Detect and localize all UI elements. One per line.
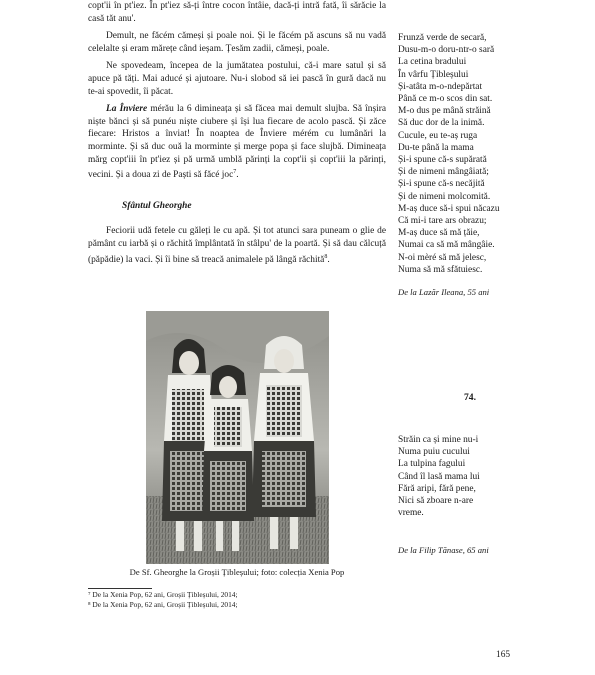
poem-1-line: N-oi mèré să mă jelesc, [398, 252, 487, 263]
photo-caption: De Sf. Gheorghe la Groșii Țibleșului; foto: colecția Xenia Pop [129, 567, 345, 577]
poem-2-line: Când îl lasă mama lui [398, 471, 480, 482]
poem-2-number: 74. [464, 392, 476, 403]
poem-1 [398, 32, 558, 298]
paragraph-5-body: Feciorii udă fetele cu găleți le cu apă. Și tot atunci sara puneam o glie de pământ cu iarbă și o răchită împlântată în stâlpu' de la poartă. Și să dau călcuță (păpădie) la vaci. Și îi bine să treacă animalele pă lângă răchită [88, 226, 386, 265]
poem-2-line: La tulpina fagului [398, 459, 466, 470]
poem-1-line: Du-te până la mama [398, 142, 474, 153]
poem-2-line: Străin ca și mine nu-i [398, 435, 479, 445]
paragraph-1: copt'ii în pt'iez. În pt'iez să-ți între cocon întâie, dacă-ți intră fată, îi sărăcie la casă tăt anu'. [88, 1, 386, 24]
photo-three-girls [146, 311, 329, 564]
main-text-column [88, 0, 386, 266]
poem-1-line: Dusu-m-o doru-ntr-o sară [398, 45, 495, 56]
poem-1-line: Și-i spune că-s necăjită [398, 179, 485, 190]
poem-1-line: La cetina bradului [398, 57, 467, 68]
poem-2-attribution: De la Filip Tănase, 65 ani [398, 545, 489, 555]
poem-1-line: Frunză verde de secară, [398, 33, 487, 43]
poem-1-line: M-aș duce să-i spui năcazu [398, 203, 500, 214]
poem-2-line: Numa puiu cucului [398, 447, 470, 458]
paragraph-4 [88, 103, 386, 182]
poem-1-line: Și-atâta m-o-ndepărtat [398, 81, 483, 92]
paragraph-4-lead: La Înviere [106, 104, 148, 115]
paragraph-5 [88, 225, 386, 266]
poem-1-line: Cucule, eu te-aș ruga [398, 130, 478, 141]
poem-1-attribution: De la Lazăr Ileana, 55 ani [398, 287, 490, 298]
footnote-ref-8[interactable]: 8 [324, 253, 328, 260]
poem-1-line: Până ce m-o scos din sat. [398, 94, 493, 105]
poem-1-line: Numa să mă sfătuiesc. [398, 264, 483, 275]
poem-1-line: Și-i spune că-s supărată [398, 155, 487, 166]
poem-1-line: M-aș duce să mă țăie, [398, 228, 480, 239]
poem-1-line: În vârfu Țibleșului [398, 69, 469, 80]
footnote-7: ⁷ De la Xenia Pop, 62 ani, Groșii Țibleșului, 2014; [88, 590, 238, 599]
footnote-divider [88, 588, 152, 589]
poem-1-line: Numai ca să mă mângâie. [398, 240, 495, 251]
footnote-ref-7[interactable]: 7 [233, 169, 237, 176]
poem-1-line: Că mi-i tare ars obrazu; [398, 216, 487, 227]
paragraph-4-end: . [236, 170, 239, 181]
paragraph-3: Ne spovedeam, începea de la jumătatea postului, că-i mare satul și să apuce pă tăți. Mai aducé și ajutoare. Nu-i slobod să iei pască în gură dacă nu te-ai spovedit, îi păcat. [88, 61, 386, 97]
paragraph-4-body: mérău la 6 dimineața și să făcea mai demult slujba. Să înșira niște bănci și să punéu niște ciubere și își lua fiecare de acolo pască. Și zăce fiecare: Hristos a înviat! În noaptea de Înviere mérém cu lumânări la morminte. Și să duc ouă la morminte și merge popa și face slujbă. Dimineața mărg copt'iii în pt'iez și pă urmă umblă părinți la copt'ii și copt'iii la părinți, vecini. Și a doua zi de Paști să făcé joc [88, 104, 386, 181]
poem-1-line: Să duc dor de la inimă. [398, 118, 485, 129]
poem-2-line: vreme. [398, 508, 424, 519]
poem-2-line: Fără aripi, fără pene, [398, 483, 476, 494]
photo-illustration [146, 311, 329, 564]
poem-1-line: Și de nimeni molcomită. [398, 191, 491, 202]
poem-2-line: Nici să zboare n-are [398, 496, 474, 507]
poem-2 [398, 434, 558, 519]
poem-1-line: Și de nimeni mângâiată; [398, 167, 489, 178]
page-number: 165 [496, 650, 511, 660]
footnote-8: ⁸ De la Xenia Pop, 62 ani, Groșii Țibleșului, 2014; [88, 599, 238, 609]
paragraph-2: Demult, ne făcém cămeși și poale noi. Și le făcém pă ascuns să nu vadă celelalte și eram mărețe când ieșam. Țesăm zadii, cămeși, poale. [88, 31, 386, 54]
section-title: Sfântul Gheorghe [122, 200, 192, 211]
footnotes [88, 590, 238, 609]
paragraph-5-end: . [327, 254, 330, 265]
poem-1-line: M-o dus pe mână străină [398, 106, 491, 117]
